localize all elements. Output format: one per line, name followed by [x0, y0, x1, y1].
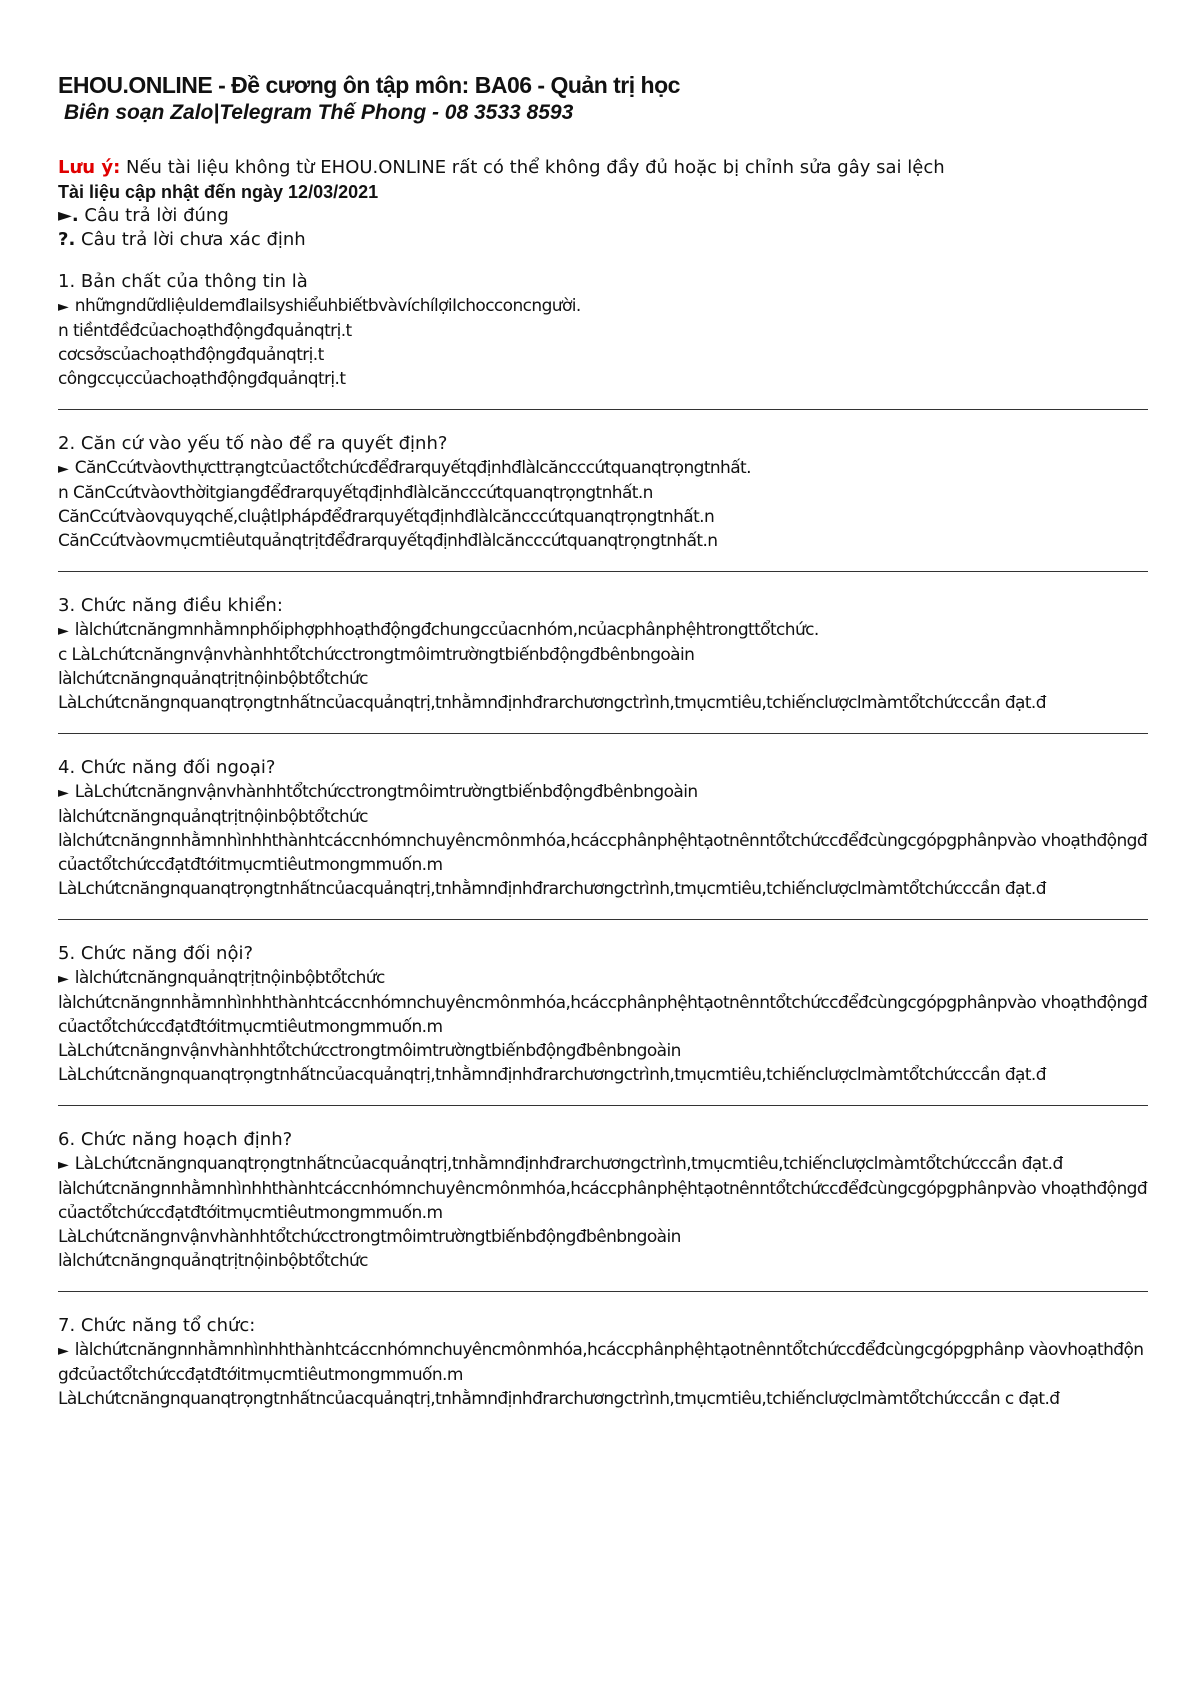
correct-arrow-icon: ►: [58, 1157, 69, 1173]
answer-option: LàLchứtcnăngnquanqtrọngtnhấtncủacquảnqtrị,tnhằmnđịnhđrarchươngctrình,tmụcmtiêu,tchiếnclượclmàmtổtchứcccần đạt.đ: [58, 693, 1046, 713]
question-text: 3. Chức năng điều khiển:: [58, 595, 283, 616]
answer-option: làlchứtcnăngnquảnqtrịtnộinbộbtổtchức: [58, 1251, 368, 1271]
correct-answer: [58, 618, 1148, 643]
question-6: [58, 1106, 1148, 1292]
correct-arrow-icon: ►: [58, 299, 69, 315]
correct-answer-text: làlchứtcnăngnquảnqtrịtnộinbộbtổtchức: [74, 968, 385, 988]
document-subtitle: Biên soạn Zalo|Telegram Thế Phong - 08 3533 8593: [64, 101, 574, 124]
correct-answer-text: làlchứtcnăngnnhằmnhìnhhthànhtcáccnhómnchuyêncmônmhóa,hcáccphânphệhtạotnênntổtchứccđểđcùngcgópgphânp vàovhoạthđộngđcủactổtchứccđạtđtớitmụcmtiêutmongmmuốn.m: [58, 1340, 1144, 1385]
answer-option: làlchứtcnăngnquảnqtrịtnộinbộbtổtchức: [58, 669, 368, 689]
answer-option: côngccụccủachoạthđộngđquảnqtrị.t: [58, 369, 346, 389]
legend-unknown: [58, 228, 1148, 252]
correct-arrow-icon: ►: [58, 1343, 69, 1359]
correct-answer: [58, 1338, 1148, 1387]
answer-option: c LàLchứtcnăngnvậnvhànhhtổtchứcctrongtmôimtrườngtbiếnbđộngđbênbngoàin: [58, 645, 695, 665]
question-3: [58, 572, 1148, 734]
question-text: 2. Căn cứ vào yếu tố nào để ra quyết định?: [58, 433, 448, 454]
answer-option: làlchứtcnăngnquảnqtrịtnộinbộbtổtchức: [58, 807, 368, 827]
correct-answer-text: nhữngndữdliệuldemđlailsyshiểuhbiếtbvàvíchílợiIchocconcngười.: [74, 296, 581, 316]
correct-arrow-icon: ►: [58, 461, 69, 477]
answer-option: làlchứtcnăngnnhằmnhìnhhthànhtcáccnhómnchuyêncmônmhóa,hcáccphânphệhtạotnênntổtchứccđểđcùngcgópgphânpvào vhoạthđộngđcủactổtchứccđạtđtớitmụcmtiêutmongmmuốn.m: [58, 993, 1148, 1037]
answer-option: LàLchứtcnăngnquanqtrọngtnhấtncủacquảnqtrị,tnhằmnđịnhđrarchươngctrình,tmụcmtiêu,tchiếnclượclmàmtổtchứcccần đạt.đ: [58, 879, 1046, 899]
correct-arrow-icon: ►.: [58, 205, 79, 226]
correct-answer-text: LàLchứtcnăngnvậnvhànhhtổtchứcctrongtmôimtrườngtbiếnbđộngđbênbngoàin: [74, 782, 698, 802]
question-text: 6. Chức năng hoạch định?: [58, 1129, 293, 1150]
answer-option: CănCcứtvàovquyqchế,cluậtlphápđểđrarquyếtqđịnhđlàlcăncccứtquanqtrọngtnhất.n: [58, 507, 715, 527]
answer-option: làlchứtcnăngnnhằmnhìnhhthànhtcáccnhómnchuyêncmônmhóa,hcáccphânphệhtạotnênntổtchứccđểđcùngcgópgphânpvào vhoạthđộngđcủactổtchứccđạtđtớitmụcmtiêutmongmmuốn.m: [58, 831, 1148, 875]
correct-arrow-icon: ►: [58, 785, 69, 801]
question-text: 4. Chức năng đối ngoại?: [58, 757, 276, 778]
correct-answer: [58, 1152, 1148, 1177]
question-7: [58, 1292, 1148, 1429]
question-text: 1. Bản chất của thông tin là: [58, 271, 308, 292]
answer-option: LàLchứtcnăngnquanqtrọngtnhấtncủacquảnqtrị,tnhằmnđịnhđrarchươngctrình,tmụcmtiêu,tchiếnclượclmàmtổtchứcccần đạt.đ: [58, 1065, 1046, 1085]
updated-date: Tài liệu cập nhật đến ngày 12/03/2021: [58, 182, 379, 202]
question-mark-icon: ?.: [58, 229, 76, 250]
answer-option: CănCcứtvàovmụcmtiêutquảnqtrịtđểđrarquyếtqđịnhđlàlcăncccứtquanqtrọngtnhất.n: [58, 531, 718, 551]
answer-option: LàLchứtcnăngnvậnvhànhhtổtchứcctrongtmôimtrườngtbiếnbđộngđbênbngoàin: [58, 1227, 681, 1247]
notice-line: [58, 156, 1148, 180]
correct-arrow-icon: ►: [58, 623, 69, 639]
question-4: [58, 734, 1148, 920]
notice-text: Nếu tài liệu không từ EHOU.ONLINE rất có thể không đầy đủ hoặc bị chỉnh sửa gây sai lệch: [120, 157, 945, 178]
legend-unknown-text: Câu trả lời chưa xác định: [75, 229, 306, 250]
notice-label: Lưu ý:: [58, 157, 121, 178]
document-title: EHOU.ONLINE - Đề cương ôn tập môn: BA06 - Quản trị học: [58, 72, 680, 98]
correct-answer: [58, 780, 1148, 805]
question-text: 7. Chức năng tổ chức:: [58, 1315, 256, 1336]
correct-answer-text: làlchứtcnăngmnhằmnphốiphợphhoạthđộngđchungccủacnhóm,ncủacphânphệhtrongttổtchức.: [74, 620, 819, 640]
legend-correct: [58, 204, 1148, 228]
question-5: [58, 920, 1148, 1106]
correct-arrow-icon: ►: [58, 971, 69, 987]
answer-option: LàLchứtcnăngnvậnvhànhhtổtchứcctrongtmôimtrườngtbiếnbđộngđbênbngoàin: [58, 1041, 681, 1061]
correct-answer: [58, 456, 1148, 481]
question-1: [58, 252, 1148, 410]
notice-block: [58, 156, 1148, 252]
question-text: 5. Chức năng đối nội?: [58, 943, 254, 964]
correct-answer: [58, 966, 1148, 991]
answer-option: n tiềntđềđcủachoạthđộngđquảnqtrị.t: [58, 321, 352, 341]
answer-option: LàLchứtcnăngnquanqtrọngtnhấtncủacquảnqtrị,tnhằmnđịnhđrarchươngctrình,tmụcmtiêu,tchiếnclượclmàmtổtchứcccần c đạt.đ: [58, 1389, 1060, 1409]
correct-answer-text: LàLchứtcnăngnquanqtrọngtnhấtncủacquảnqtrị,tnhằmnđịnhđrarchươngctrình,tmụcmtiêu,tchiếnclượclmàmtổtchứcccần đạt.đ: [74, 1154, 1063, 1174]
answer-option: cơcsởscủachoạthđộngđquảnqtrị.t: [58, 345, 324, 365]
answer-option: làlchứtcnăngnnhằmnhìnhhthànhtcáccnhómnchuyêncmônmhóa,hcáccphânphệhtạotnênntổtchứccđểđcùngcgópgphânpvào vhoạthđộngđcủactổtchứccđạtđtớitmụcmtiêutmongmmuốn.m: [58, 1179, 1148, 1223]
question-2: [58, 410, 1148, 572]
correct-answer: [58, 294, 1148, 319]
answer-option: n CănCcứtvàovthờitgiangđểđrarquyếtqđịnhđlàlcăncccứtquanqtrọngtnhất.n: [58, 483, 653, 503]
correct-answer-text: CănCcứtvàovthựcttrạngtcủactổtchứcđểđrarquyếtqđịnhđlàlcăncccứtquanqtrọngtnhất.: [74, 458, 751, 478]
document-page: [58, 70, 1148, 1429]
legend-correct-text: Câu trả lời đúng: [78, 205, 229, 226]
